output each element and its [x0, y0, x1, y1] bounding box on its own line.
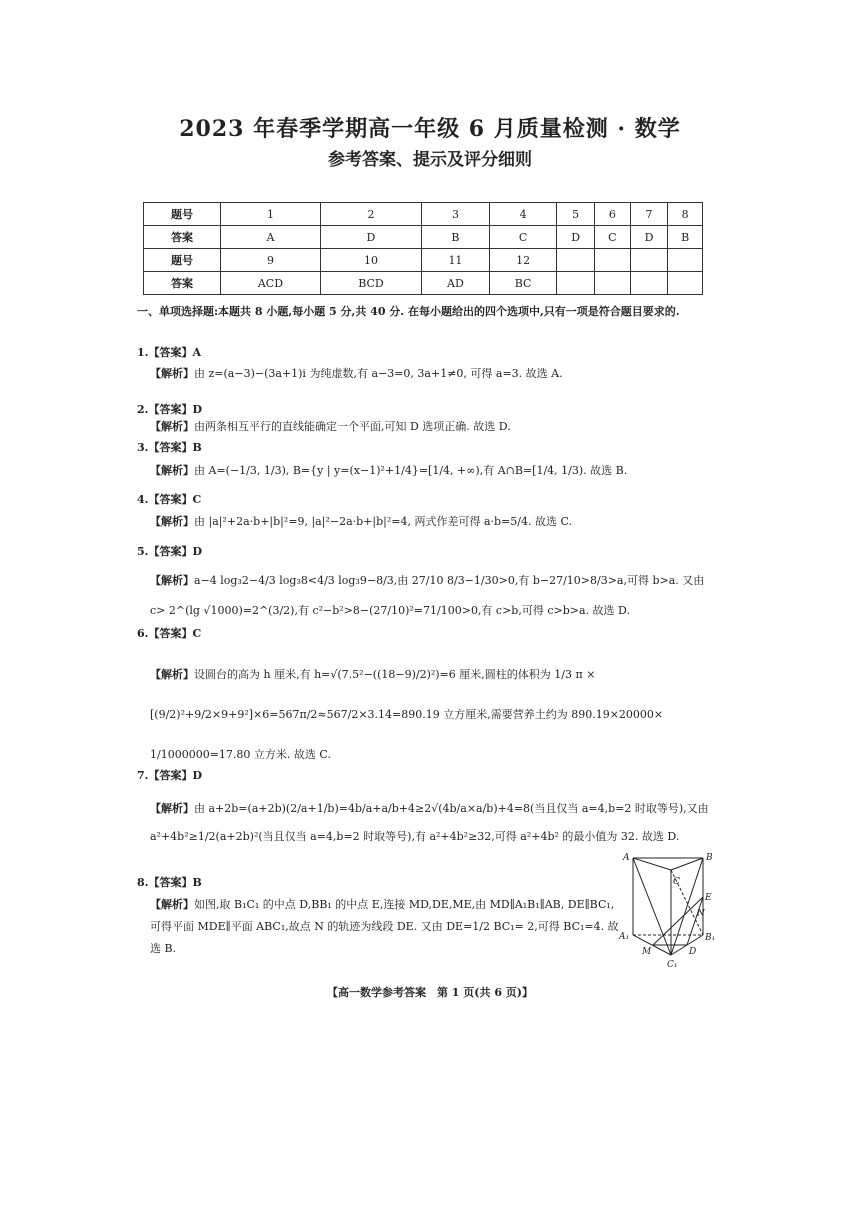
- table-cell: C: [489, 226, 557, 249]
- table-cell: [594, 249, 630, 272]
- explain-text: 由 a+2b=(a+2b)(2/a+1/b)=4b/a+a/b+4≥2√(4b/a×a/b)+4=8(当且仅当 a=4,b=2 时取等号),又由 a²+4b²≥1/2(a+2b)²(当且仅当 a=4,b=2 时取等号),有 a²+4b²≥32,可得 a²+4b² 的最小值为 32. 故选 D.: [150, 802, 709, 843]
- table-cell: [630, 249, 667, 272]
- label-m: M: [642, 947, 652, 957]
- explain-label: 【解析】: [150, 574, 194, 587]
- section-heading: 一、单项选择题:本题共 8 小题,每小题 5 分,共 40 分. 在每小题给出的四个选项中,只有一项是符合题目要求的.: [137, 305, 680, 318]
- table-row: [144, 226, 703, 249]
- table-cell: 3: [422, 203, 490, 226]
- row-label-answer: 答案: [144, 226, 221, 249]
- explain-text: 由两条相互平行的直线能确定一个平面,可知 D 选项正确. 故选 D.: [194, 420, 511, 433]
- table-cell: 10: [320, 249, 421, 272]
- table-cell: C: [594, 226, 630, 249]
- table-cell: [630, 272, 667, 295]
- table-cell: 4: [489, 203, 557, 226]
- explanation-q4: [150, 514, 710, 530]
- answer-table: [143, 202, 703, 295]
- table-cell: B: [668, 226, 703, 249]
- table-cell: 12: [489, 249, 557, 272]
- answer-label-q7: 7.【答案】D: [137, 769, 203, 782]
- label-n: N: [697, 909, 705, 919]
- explain-text: a−4 log₃2−4/3 log₃8<4/3 log₃9−8/3,由 27/10 8/3−1/30>0,有 b−27/10>8/3>a,可得 b>a. 又由 c> 2^(lg √1000)=2^(3/2),有 c²−b²>8−(27/10)²=71/100>0,有 c>b,可得 c>b>a. 故选 D.: [150, 574, 705, 617]
- explain-text: 如图,取 B₁C₁ 的中点 D,BB₁ 的中点 E,连接 MD,DE,ME,由 MD∥A₁B₁∥AB, DE∥BC₁,可得平面 MDE∥平面 ABC₁,故点 N 的轨迹为线段 DE. 又由 DE=1/2 BC₁= 2,可得 BC₁=4. 故选 B.: [150, 898, 619, 955]
- table-cell: [594, 272, 630, 295]
- label-b: B: [706, 853, 713, 863]
- label-a: A: [623, 853, 630, 863]
- explanation-q6: [150, 655, 710, 775]
- table-cell: 2: [320, 203, 421, 226]
- table-cell: D: [630, 226, 667, 249]
- label-b1: B₁: [705, 933, 716, 943]
- answer-label-q3: 3.【答案】B: [137, 441, 202, 454]
- explain-label: 【解析】: [150, 668, 194, 681]
- answer-label-q1: 1.【答案】A: [137, 346, 202, 359]
- table-cell: B: [422, 226, 490, 249]
- answer-label-q6: 6.【答案】C: [137, 627, 202, 640]
- table-cell: D: [557, 226, 594, 249]
- answer-label-q2: 2.【答案】D: [137, 403, 203, 416]
- label-c1: C₁: [667, 960, 678, 970]
- table-cell: 5: [557, 203, 594, 226]
- page-subtitle: 参考答案、提示及评分细则: [328, 150, 532, 170]
- label-a1: A₁: [619, 932, 630, 942]
- table-cell: 1: [221, 203, 321, 226]
- table-row: [144, 272, 703, 295]
- explain-text: 由 A=(−1/3, 1/3), B={y | y=(x−1)²+1/4}=[1/4, +∞),有 A∩B=[1/4, 1/3). 故选 B.: [194, 464, 628, 477]
- table-cell: 6: [594, 203, 630, 226]
- table-cell: 7: [630, 203, 667, 226]
- explain-label: 【解析】: [150, 515, 194, 528]
- table-row: [144, 203, 703, 226]
- answer-label-q5: 5.【答案】D: [137, 545, 203, 558]
- explanation-q5: [150, 566, 710, 626]
- page-footer: 【高一数学参考答案 第 1 页(共 6 页)】: [326, 986, 534, 999]
- answer-label-q4: 4.【答案】C: [137, 493, 202, 506]
- label-c: C: [673, 877, 680, 887]
- table-cell: D: [320, 226, 421, 249]
- table-cell: [557, 249, 594, 272]
- explain-text: 由 |a|²+2a·b+|b|²=9, |a|²−2a·b+|b|²=4, 两式作差可得 a·b=5/4. 故选 C.: [194, 515, 572, 528]
- prism-figure: [615, 850, 725, 970]
- table-cell: BC: [489, 272, 557, 295]
- explain-label: 【解析】: [150, 420, 194, 433]
- explain-label: 【解析】: [150, 464, 194, 477]
- table-cell: [557, 272, 594, 295]
- table-cell: AD: [422, 272, 490, 295]
- explain-label: 【解析】: [150, 367, 194, 380]
- row-label-answer: 答案: [144, 272, 221, 295]
- label-e: E: [705, 893, 712, 903]
- explanation-q2: [150, 419, 710, 435]
- table-cell: [668, 272, 703, 295]
- table-cell: 11: [422, 249, 490, 272]
- table-cell: ACD: [221, 272, 321, 295]
- explanation-q3: [150, 463, 710, 479]
- label-d: D: [689, 947, 697, 957]
- explanation-q1: [150, 366, 710, 382]
- answer-label-q8: 8.【答案】B: [137, 876, 202, 889]
- table-cell: BCD: [320, 272, 421, 295]
- row-label-question: 题号: [144, 203, 221, 226]
- table-cell: [668, 249, 703, 272]
- row-label-question: 题号: [144, 249, 221, 272]
- table-cell: 8: [668, 203, 703, 226]
- explain-text: 由 z=(a−3)−(3a+1)i 为纯虚数,有 a−3=0, 3a+1≠0, 可得 a=3. 故选 A.: [194, 367, 563, 380]
- explanation-q8: [150, 894, 620, 960]
- explain-text: 设圆台的高为 h 厘米,有 h=√(7.5²−((18−9)/2)²)=6 厘米,圆柱的体积为 1/3 π × [(9/2)²+9/2×9+9²]×6=567π/2≈567/2×3.14=890.19 立方厘米,需要营养土约为 890.19×20000× 1/1000000=17.80 立方米. 故选 C.: [150, 668, 664, 761]
- table-cell: 9: [221, 249, 321, 272]
- table-cell: A: [221, 226, 321, 249]
- page-title: 2023 年春季学期高一年级 6 月质量检测 · 数学: [179, 116, 681, 142]
- explanation-q7: [150, 795, 710, 851]
- explain-label: 【解析】: [150, 898, 194, 911]
- explain-label: 【解析】: [150, 802, 194, 815]
- table-row: [144, 249, 703, 272]
